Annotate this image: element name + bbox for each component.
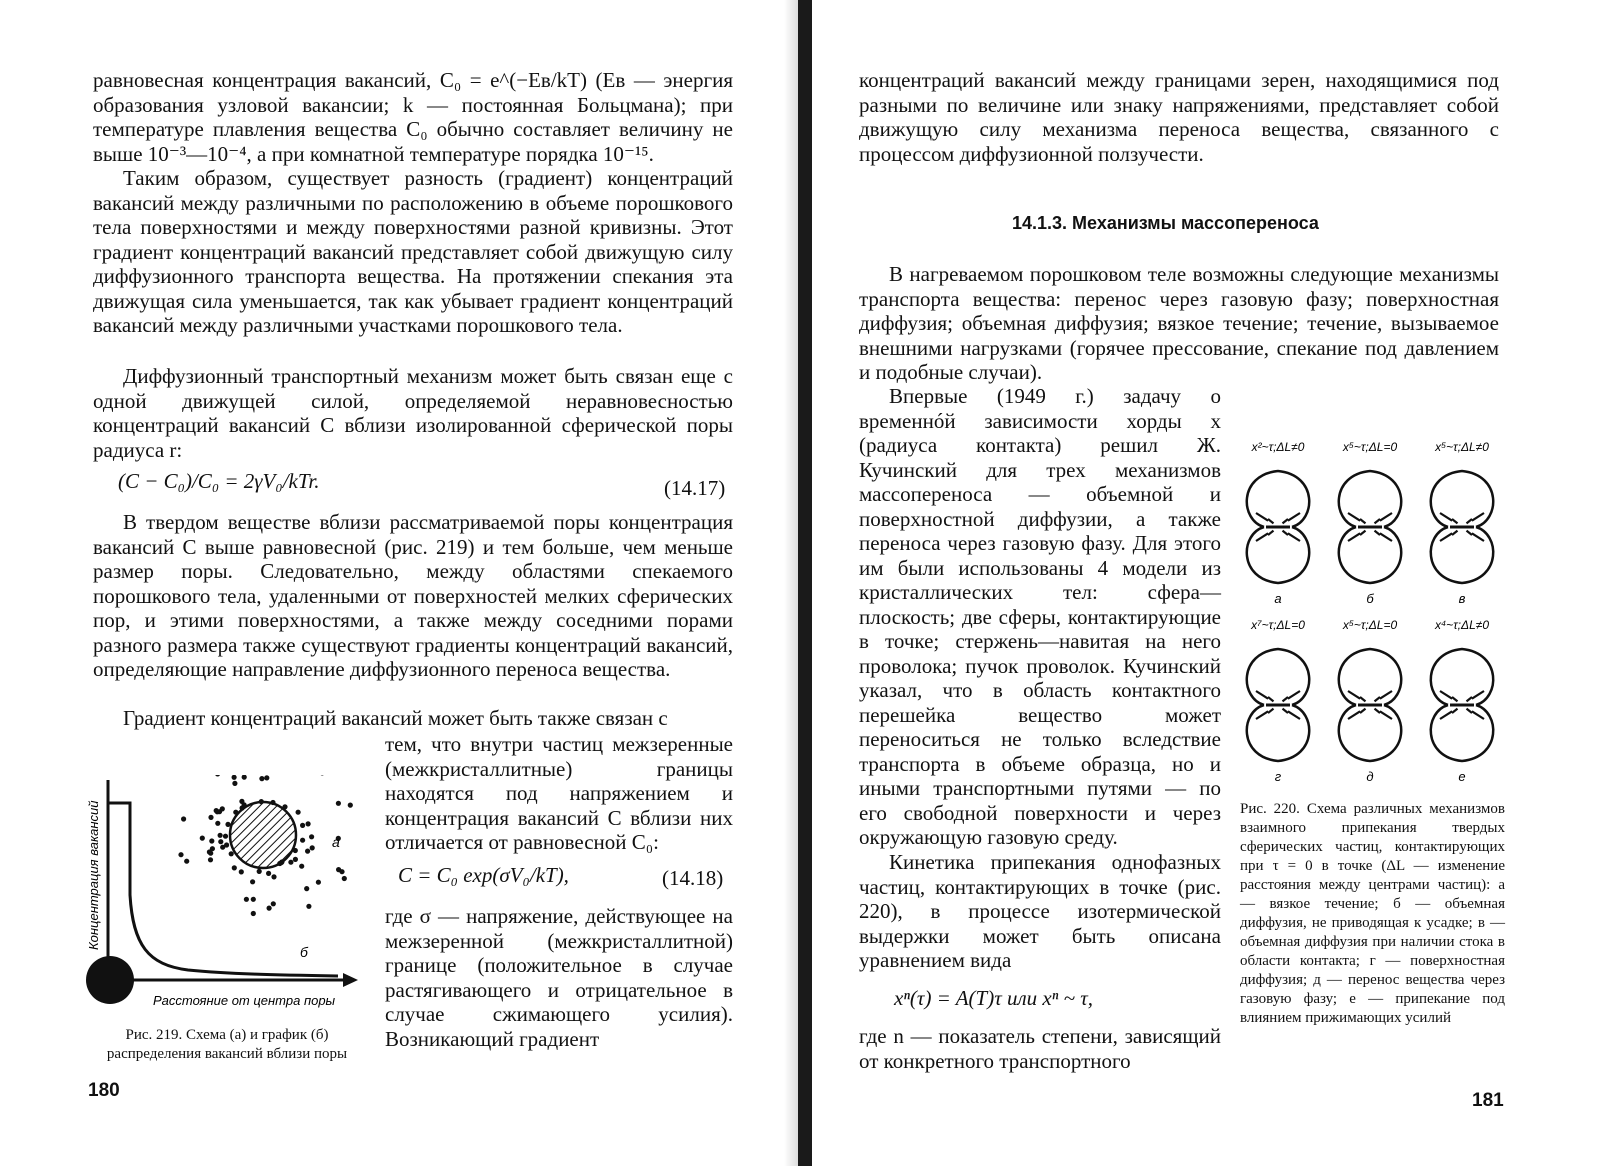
flow-arrow <box>1288 691 1300 699</box>
flow-arrow <box>1467 697 1473 701</box>
vacancy-dot <box>250 879 255 884</box>
mechanism-panel <box>1247 618 1309 784</box>
book-spine <box>798 0 812 1166</box>
vacancy-dot <box>339 869 344 874</box>
upper-sphere <box>1247 471 1309 527</box>
label-a: а <box>332 834 340 850</box>
label-b: б <box>300 944 308 960</box>
paragraph-r2: В нагреваемом порошковом теле возможны следующие механизмы транспорта вещества: перенос через газовую фазу; поверхностная диффузия; объемная диффузия; вязкое течение; течение, вызываемое внешними нагрузками (горячее прессование, спекание под давлением и подобные случаи). <box>859 262 1499 384</box>
vacancy-dot <box>306 904 311 909</box>
vacancy-dot <box>300 823 305 828</box>
vacancy-dot <box>209 838 214 843</box>
vacancy-dot <box>342 876 347 881</box>
right-page <box>812 0 1601 1166</box>
flow-arrow <box>1348 533 1360 541</box>
vacancy-dot <box>271 874 276 879</box>
flow-arrow <box>1375 709 1381 713</box>
paragraph-r5: где n — показатель степени, зависящий от конкретного транспортного <box>859 1024 1221 1073</box>
vacancy-dot <box>218 839 223 844</box>
flow-arrow <box>1283 531 1289 535</box>
panel-label: а <box>1274 591 1282 606</box>
vacancy-dot <box>336 801 341 806</box>
panel-formula: x⁵~τ;ΔL=0 <box>1342 618 1398 632</box>
page-number-right: 181 <box>1472 1090 1504 1111</box>
lower-sphere <box>1431 527 1493 583</box>
vacancy-dot <box>348 803 353 808</box>
flow-arrow <box>1256 513 1268 521</box>
vacancy-dot <box>232 781 237 786</box>
flow-arrow <box>1380 691 1392 699</box>
vacancy-dot <box>229 851 234 856</box>
vacancy-dot <box>215 775 220 777</box>
flow-arrow <box>1268 697 1274 701</box>
upper-sphere <box>1339 649 1401 705</box>
flow-arrow <box>1288 513 1300 521</box>
vacancy-dot <box>232 865 237 870</box>
flow-arrow <box>1360 697 1366 701</box>
flow-arrow <box>1348 691 1360 699</box>
paragraph-4: В твердом веществе вблизи рассматриваемой поры концентрация вакансий C выше равновесной (рис. 219) и тем больше, чем меньше размер поры. Следовательно, между областями спекаемого порошкового тела, удаленными от поверхностей мелких сферических пор, и этими поверхностями, а также между соседними порами разного размера также существуют градиенты концентраций вакансий, определяющие направление диффузионного переноса вещества. <box>93 510 733 681</box>
y-axis-label: Концентрация вакансий <box>86 800 101 950</box>
paragraph-r1: концентраций вакансий между границами зерен, находящимися под разными по величине или знаку напряжениями, представляет собой движущую силу механизма переноса вещества, связанного с процессом диффузионной ползучести. <box>859 68 1499 166</box>
vacancy-dot <box>181 816 186 821</box>
vacancy-dot <box>233 810 238 815</box>
figure-220 <box>1232 435 1512 795</box>
vacancy-dot <box>242 775 247 780</box>
vacancy-dot <box>239 799 244 804</box>
vacancy-dot <box>316 880 321 885</box>
flow-arrow <box>1472 691 1484 699</box>
vacancy-dot <box>282 804 287 809</box>
flow-arrow <box>1360 531 1366 535</box>
vacancy-dot <box>300 838 305 843</box>
page-number-left: 180 <box>88 1080 120 1101</box>
flow-arrow <box>1380 533 1392 541</box>
vacancy-dot <box>304 886 309 891</box>
flow-arrow <box>1467 519 1473 523</box>
figure-219 <box>78 775 378 1025</box>
flow-arrow <box>1452 519 1458 523</box>
flow-arrow <box>1268 709 1274 713</box>
vacancy-dot <box>208 815 213 820</box>
flow-arrow <box>1440 513 1452 521</box>
vacancy-dot <box>223 834 228 839</box>
flow-arrow <box>1467 709 1473 713</box>
paragraph-3: Диффузионный транспортный механизм может быть связан еще с одной движущей силой, определяемой неравновесностью концентраций вакансий C вблизи изолированной сферической поры радиуса r: <box>93 364 733 462</box>
flow-arrow <box>1440 711 1452 719</box>
flow-arrow <box>1360 519 1366 523</box>
vacancy-dot <box>299 864 304 869</box>
left-page <box>0 0 800 1166</box>
section-heading: 14.1.3. Механизмы массопереноса <box>1012 213 1319 233</box>
flow-arrow <box>1348 711 1360 719</box>
mechanism-panel <box>1431 440 1493 606</box>
vacancy-dot <box>259 799 264 804</box>
flow-arrow <box>1360 709 1366 713</box>
vacancy-dot <box>267 906 272 911</box>
upper-sphere <box>1431 471 1493 527</box>
upper-sphere <box>1339 471 1401 527</box>
flow-arrow <box>1256 533 1268 541</box>
mechanism-panel <box>1247 440 1309 606</box>
vacancy-dot <box>320 775 325 776</box>
panel-label: д <box>1366 769 1374 784</box>
flow-arrow <box>1380 513 1392 521</box>
flow-arrow <box>1283 709 1289 713</box>
vacancy-dot <box>225 822 230 827</box>
vacancy-dot <box>214 808 219 813</box>
equation-number-14-17: (14.17) <box>664 476 726 500</box>
panel-label: в <box>1458 591 1466 606</box>
equation-14-18: C = C₀ exp(σV₀/kT), <box>398 863 569 887</box>
vacancy-dot <box>184 859 189 864</box>
vacancy-dot <box>200 836 205 841</box>
lower-sphere <box>1339 527 1401 583</box>
vacancy-dot <box>232 775 237 780</box>
vacancy-dot <box>279 859 284 864</box>
lower-sphere <box>1247 705 1309 761</box>
paragraph-2: Таким образом, существует разность (градиент) концентраций вакансий между различными по расположению в объеме порошкового тела поверхностями и между поверхностями разной кривизны. Этот градиент концентраций вакансий представляет собой движущую силу диффузионного транспорта вещества. На протяжении спекания эта движущая сила уменьшается, так как убывает градиент концентраций вакансий между различными участками порошкового тела. <box>93 166 733 337</box>
panel-formula: x²~τ;ΔL≠0 <box>1251 440 1305 454</box>
vacancy-dot <box>251 911 256 916</box>
vacancy-dot <box>293 848 298 853</box>
flow-arrow <box>1472 513 1484 521</box>
vacancy-dot <box>210 846 215 851</box>
flow-arrow <box>1380 711 1392 719</box>
pore-disk <box>86 956 134 1004</box>
flow-arrow <box>1375 531 1381 535</box>
flow-arrow <box>1268 519 1274 523</box>
mechanism-panel <box>1339 618 1401 784</box>
flow-arrow <box>1452 697 1458 701</box>
flow-arrow <box>1472 533 1484 541</box>
paragraph-5-cont: тем, что внутри частиц межзеренные (межкристаллитные) границы находятся под напряжением и концентрация вакансий C вблизи них отличается от равновесной C₀: <box>385 732 733 854</box>
panel-formula: x⁵~τ;ΔL≠0 <box>1435 440 1489 454</box>
mechanism-panel <box>1339 440 1401 606</box>
lower-sphere <box>1431 705 1493 761</box>
vacancy-dot <box>288 860 293 865</box>
vacancy-dot <box>296 810 301 815</box>
panel-label: б <box>1366 591 1374 606</box>
vacancy-dot <box>293 857 298 862</box>
flow-arrow <box>1452 531 1458 535</box>
figure-220-caption: Рис. 220. Схема различных механизмов взаимного припекания твердых сферических частиц, контактирующих при τ = 0 в точке (ΔL — изменение расстояния между центрами частиц): а — вязкое течение; б — объемная диффузия, не приводящая к усадке; в — объемная диффузия при наличии стока в области контакта; г — поверхностная диффузия; д — перенос вещества через газовую фазу; е — припекание под влиянием прижимающих усилий <box>1240 801 1505 1026</box>
vacancy-dot <box>220 806 225 811</box>
flow-arrow <box>1288 711 1300 719</box>
flow-arrow <box>1467 531 1473 535</box>
panel-formula: x⁵~τ;ΔL=0 <box>1342 440 1398 454</box>
paragraph-r4: Кинетика припекания однофазных частиц, контактирующих в точке (рис. 220), в процессе изотермической выдержки может быть описана уравнением вида <box>859 850 1221 972</box>
vacancy-dot <box>264 775 269 780</box>
vacancy-dot <box>306 821 311 826</box>
paragraph-r3: Впервые (1949 г.) задачу о временнóй зависимости хорды x (радиуса контакта) решил Ж. Кучинский для трех механизмов массопереноса — объемной и поверхностной диффузии, а также переноса через газовую фазу. Для этого им были использованы 4 модели из кристаллических тел: сфера—плоскость; две сферы, контактирующие в точке; стержень—навитая на него проволока; пучок проволок. Кучинский указал, что в область контактного перешейка вещество может переноситься не только вследствие транспорта в объеме образца, но и иными транспортными путями — по его свободной поверхности и через окружающую газовую среду. <box>859 384 1221 849</box>
mechanism-panel <box>1431 618 1493 784</box>
flow-arrow <box>1472 711 1484 719</box>
upper-sphere <box>1247 649 1309 705</box>
equation-14-17: (C − C₀)/C₀ = 2γV₀/kTr. <box>118 469 320 493</box>
panel-formula: x⁴~τ;ΔL≠0 <box>1434 618 1490 632</box>
x-axis-label: Расстояние от центра поры <box>153 993 336 1008</box>
vacancy-dot <box>244 897 249 902</box>
vacancy-dot <box>208 857 213 862</box>
lower-sphere <box>1339 705 1401 761</box>
flow-arrow <box>1283 697 1289 701</box>
vacancy-dot <box>266 871 271 876</box>
flow-arrow <box>1283 519 1289 523</box>
lower-sphere <box>1247 527 1309 583</box>
vacancy-dot <box>305 849 310 854</box>
vacancy-dot <box>208 851 213 856</box>
vacancy-dot <box>251 897 256 902</box>
paragraph-1: равновесная концентрация вакансий, C₀ = e^(−Eв/kT) (Eв — энергия образования узловой вакансии; k — постоянная Больцмана); при температуре плавления вещества C₀ обычно составляет величину не выше 10⁻³—10⁻⁴, а при комнатной температуре порядка 10⁻¹⁵. <box>93 68 733 166</box>
vacancy-dot <box>218 833 223 838</box>
vacancy-dot <box>270 800 275 805</box>
flow-arrow <box>1375 519 1381 523</box>
flow-arrow <box>1288 533 1300 541</box>
flow-arrow <box>1375 697 1381 701</box>
panel-formula: x⁷~τ;ΔL=0 <box>1251 618 1305 632</box>
panel-label: е <box>1458 769 1466 784</box>
vacancy-dot <box>259 776 264 781</box>
flow-arrow <box>1440 691 1452 699</box>
vacancy-dot <box>239 869 244 874</box>
panel-label: г <box>1274 769 1282 784</box>
figure-219-caption: Рис. 219. Схема (а) и график (б) распределения вакансий вблизи поры <box>106 1027 348 1062</box>
pore-scheme <box>230 802 296 868</box>
flow-arrow <box>1256 711 1268 719</box>
vacancy-dot <box>257 869 262 874</box>
vacancy-dot <box>224 842 229 847</box>
flow-arrow <box>1440 533 1452 541</box>
flow-arrow <box>1452 709 1458 713</box>
x-axis-arrow <box>343 973 358 987</box>
vacancy-dot <box>309 834 314 839</box>
vacancy-dot <box>310 845 315 850</box>
equation-number-14-18: (14.18) <box>662 866 724 890</box>
flow-arrow <box>1256 691 1268 699</box>
equation-kinetics: xⁿ(τ) = A(T)τ или xⁿ ~ τ, <box>894 986 1093 1010</box>
flow-arrow <box>1348 513 1360 521</box>
vacancy-dot <box>215 821 220 826</box>
upper-sphere <box>1431 649 1493 705</box>
vacancy-dot <box>271 901 276 906</box>
paragraph-6: где σ — напряжение, действующее на межзеренной (межкристаллитной) границе (положительное в случае растягивающего и отрицательное в случае сжимающего усилия). Возникающий градиент <box>385 904 733 1051</box>
paragraph-5-start: Градиент концентраций вакансий может быть также связан с <box>123 706 668 730</box>
vacancy-dot <box>178 852 183 857</box>
flow-arrow <box>1268 531 1274 535</box>
